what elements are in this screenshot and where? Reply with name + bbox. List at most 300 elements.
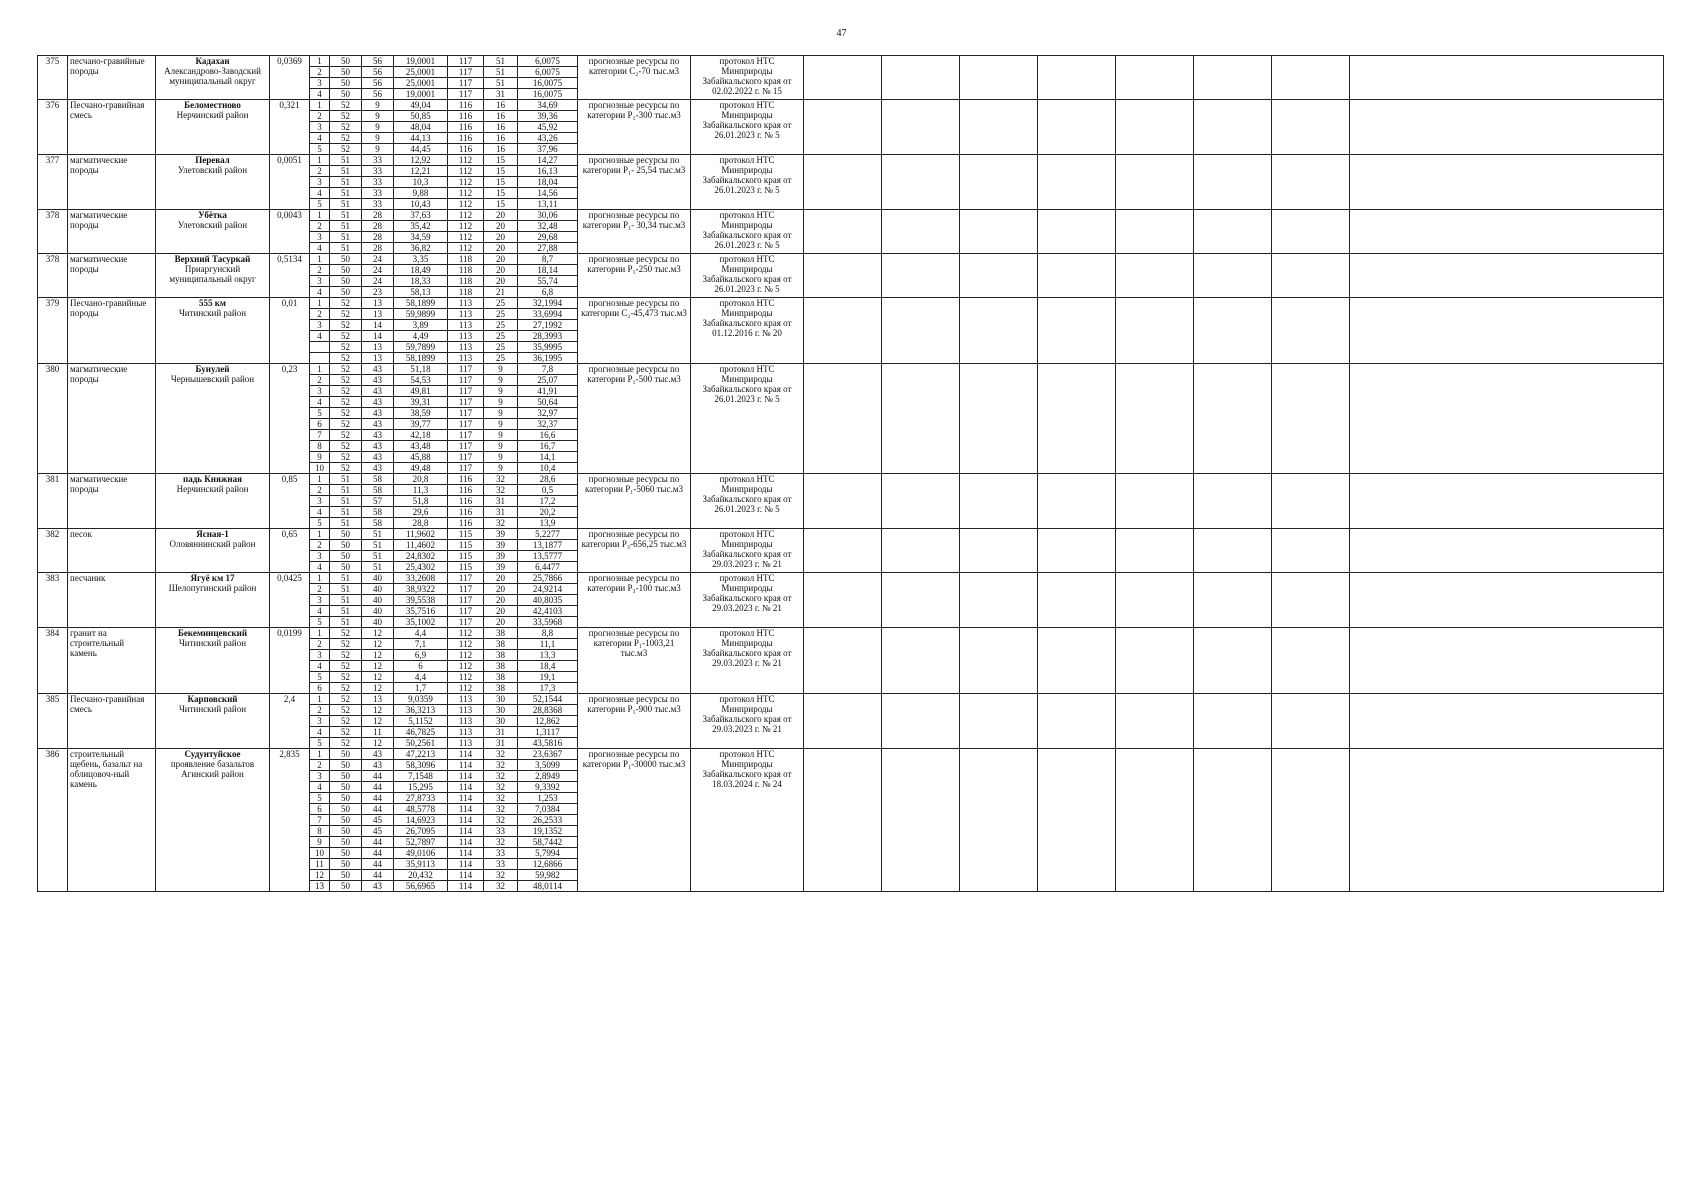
- lon-seconds: 7,8: [518, 364, 578, 375]
- lat-degrees: 51: [330, 155, 362, 166]
- lat-minutes: 44: [362, 859, 394, 870]
- lat-minutes: 40: [362, 617, 394, 628]
- lon-seconds: 8,8: [518, 628, 578, 639]
- point-number: 5: [310, 199, 330, 210]
- lat-seconds: 35,42: [394, 221, 448, 232]
- lat-degrees: 52: [330, 100, 362, 111]
- lon-degrees: 117: [448, 386, 484, 397]
- empty-cell: [960, 56, 1038, 100]
- lon-degrees: 116: [448, 496, 484, 507]
- empty-cell: [1116, 529, 1194, 573]
- empty-cell: [1038, 210, 1116, 254]
- lat-degrees: 51: [330, 606, 362, 617]
- lat-seconds: 18,33: [394, 276, 448, 287]
- object-district: Нерчинский район: [176, 484, 249, 494]
- lon-minutes: 31: [484, 496, 518, 507]
- lat-degrees: 50: [330, 276, 362, 287]
- point-number: 5: [310, 518, 330, 529]
- lon-degrees: 112: [448, 221, 484, 232]
- lat-degrees: 51: [330, 507, 362, 518]
- lat-degrees: 51: [330, 232, 362, 243]
- lat-seconds: 38,9322: [394, 584, 448, 595]
- lat-seconds: 29,6: [394, 507, 448, 518]
- lat-minutes: 24: [362, 276, 394, 287]
- point-number: 2: [310, 67, 330, 78]
- mineral-type: магматические породы: [68, 364, 156, 474]
- lat-degrees: 52: [330, 298, 362, 309]
- lon-minutes: 20: [484, 210, 518, 221]
- resources-estimate: прогнозные ресурсы по категории Р₁-250 тыс.м3: [578, 254, 691, 298]
- lat-seconds: 35,9113: [394, 859, 448, 870]
- empty-cell: [1116, 210, 1194, 254]
- lat-seconds: 52,7897: [394, 837, 448, 848]
- point-number: 4: [310, 661, 330, 672]
- empty-cell: [882, 628, 960, 694]
- lon-minutes: 32: [484, 837, 518, 848]
- lon-degrees: 112: [448, 243, 484, 254]
- empty-cell: [1350, 56, 1664, 100]
- lon-seconds: 48,0114: [518, 881, 578, 892]
- lat-minutes: 24: [362, 265, 394, 276]
- empty-cell: [1272, 254, 1350, 298]
- lat-degrees: 50: [330, 749, 362, 760]
- empty-cell: [1194, 56, 1272, 100]
- lat-seconds: 49,04: [394, 100, 448, 111]
- point-number: 4: [310, 188, 330, 199]
- lon-seconds: 28,6: [518, 474, 578, 485]
- lat-seconds: 51,18: [394, 364, 448, 375]
- empty-cell: [1038, 474, 1116, 529]
- lon-degrees: 117: [448, 584, 484, 595]
- object-district: Читинский район: [178, 638, 247, 648]
- empty-cell: [882, 254, 960, 298]
- lon-degrees: 117: [448, 67, 484, 78]
- lat-seconds: 11,9602: [394, 529, 448, 540]
- lon-degrees: 114: [448, 804, 484, 815]
- table-row: [38, 254, 1664, 265]
- lon-minutes: 31: [484, 727, 518, 738]
- lon-seconds: 17,2: [518, 496, 578, 507]
- lon-seconds: 32,48: [518, 221, 578, 232]
- lon-minutes: 20: [484, 276, 518, 287]
- lon-seconds: 17,3: [518, 683, 578, 694]
- lon-seconds: 45,92: [518, 122, 578, 133]
- mineral-type: песчано-гравийные породы: [68, 56, 156, 100]
- lon-minutes: 20: [484, 232, 518, 243]
- lon-minutes: 9: [484, 463, 518, 474]
- lat-seconds: 43,48: [394, 441, 448, 452]
- empty-cell: [882, 694, 960, 749]
- lat-degrees: 50: [330, 265, 362, 276]
- lon-degrees: 114: [448, 848, 484, 859]
- lon-degrees: 117: [448, 452, 484, 463]
- lat-minutes: 56: [362, 67, 394, 78]
- empty-cell: [1272, 749, 1350, 892]
- lat-degrees: 51: [330, 199, 362, 210]
- object-name: [156, 56, 270, 100]
- object-number: 378: [38, 210, 68, 254]
- object-district: Читинский район: [178, 704, 247, 714]
- empty-cell: [1038, 694, 1116, 749]
- lat-minutes: 12: [362, 628, 394, 639]
- lat-minutes: 33: [362, 166, 394, 177]
- point-number: 3: [310, 771, 330, 782]
- lon-degrees: 112: [448, 661, 484, 672]
- lat-minutes: 28: [362, 232, 394, 243]
- lon-seconds: 13,3: [518, 650, 578, 661]
- protocol-reference: протокол НТС Минприроды Забайкальского края от 26.01.2023 г. № 5: [691, 210, 804, 254]
- lon-minutes: 9: [484, 364, 518, 375]
- protocol-reference: протокол НТС Минприроды Забайкальского края от 26.01.2023 г. № 5: [691, 474, 804, 529]
- lat-minutes: 44: [362, 782, 394, 793]
- empty-cell: [1116, 694, 1194, 749]
- lat-seconds: 48,04: [394, 122, 448, 133]
- point-number: 5: [310, 672, 330, 683]
- lon-seconds: 14,56: [518, 188, 578, 199]
- empty-cell: [882, 474, 960, 529]
- lat-seconds: 4,49: [394, 331, 448, 342]
- table-row: [38, 694, 1664, 705]
- lon-minutes: 9: [484, 408, 518, 419]
- point-number: 2: [310, 540, 330, 551]
- lat-minutes: 12: [362, 705, 394, 716]
- resources-estimate: прогнозные ресурсы по категории Р₁-500 тыс.м3: [578, 364, 691, 474]
- lon-seconds: 10,4: [518, 463, 578, 474]
- point-number: 7: [310, 815, 330, 826]
- empty-cell: [804, 100, 882, 155]
- lat-seconds: 58,1899: [394, 298, 448, 309]
- empty-cell: [1116, 155, 1194, 210]
- object-title: Убётка: [198, 210, 227, 220]
- lat-minutes: 51: [362, 529, 394, 540]
- point-number: 3: [310, 122, 330, 133]
- lat-degrees: 52: [330, 727, 362, 738]
- deposits-registry-table: [37, 55, 1664, 892]
- table-row: [38, 210, 1664, 221]
- lon-minutes: 33: [484, 826, 518, 837]
- empty-cell: [1038, 56, 1116, 100]
- lat-seconds: 47,2213: [394, 749, 448, 760]
- object-number: 378: [38, 254, 68, 298]
- lon-seconds: 18,14: [518, 265, 578, 276]
- lon-degrees: 117: [448, 56, 484, 67]
- lat-minutes: 12: [362, 738, 394, 749]
- object-number: 375: [38, 56, 68, 100]
- lon-minutes: 21: [484, 287, 518, 298]
- lon-degrees: 113: [448, 331, 484, 342]
- point-number: 2: [310, 221, 330, 232]
- point-number: 3: [310, 595, 330, 606]
- protocol-reference: протокол НТС Минприроды Забайкальского края от 26.01.2023 г. № 5: [691, 254, 804, 298]
- lat-minutes: 57: [362, 496, 394, 507]
- lat-degrees: 50: [330, 529, 362, 540]
- lon-degrees: 113: [448, 727, 484, 738]
- object-area: 0,85: [270, 474, 310, 529]
- point-number: 13: [310, 881, 330, 892]
- lat-minutes: 56: [362, 56, 394, 67]
- lat-minutes: 9: [362, 100, 394, 111]
- object-area: 0,0425: [270, 573, 310, 628]
- lat-seconds: 46,7825: [394, 727, 448, 738]
- lon-degrees: 116: [448, 111, 484, 122]
- object-area: 0,65: [270, 529, 310, 573]
- object-name: [156, 573, 270, 628]
- resources-estimate: прогнозные ресурсы по категории Р₁-300 тыс.м3: [578, 100, 691, 155]
- object-name: [156, 155, 270, 210]
- point-number: 5: [310, 408, 330, 419]
- mineral-type: Песчано-гравийная смесь: [68, 694, 156, 749]
- lon-seconds: 9,3392: [518, 782, 578, 793]
- lon-minutes: 15: [484, 177, 518, 188]
- lon-seconds: 18,04: [518, 177, 578, 188]
- lon-seconds: 27,1992: [518, 320, 578, 331]
- empty-cell: [1194, 364, 1272, 474]
- lat-degrees: 52: [330, 441, 362, 452]
- lon-degrees: 117: [448, 89, 484, 100]
- point-number: 1: [310, 155, 330, 166]
- lon-minutes: 15: [484, 188, 518, 199]
- point-number: 2: [310, 639, 330, 650]
- lon-seconds: 42,4103: [518, 606, 578, 617]
- point-number: 1: [310, 749, 330, 760]
- lat-seconds: 12,21: [394, 166, 448, 177]
- lon-seconds: 16,0075: [518, 89, 578, 100]
- object-name: [156, 254, 270, 298]
- lat-seconds: 58,3096: [394, 760, 448, 771]
- lon-minutes: 9: [484, 430, 518, 441]
- lon-minutes: 9: [484, 397, 518, 408]
- lon-seconds: 5,7994: [518, 848, 578, 859]
- protocol-reference: протокол НТС Минприроды Забайкальского края от 29.03.2023 г. № 21: [691, 694, 804, 749]
- lon-minutes: 16: [484, 144, 518, 155]
- empty-cell: [804, 364, 882, 474]
- lon-minutes: 32: [484, 749, 518, 760]
- empty-cell: [1116, 254, 1194, 298]
- lon-degrees: 112: [448, 672, 484, 683]
- lon-degrees: 117: [448, 573, 484, 584]
- lat-minutes: 13: [362, 694, 394, 705]
- object-title: 555 км: [198, 298, 227, 308]
- lon-seconds: 25,7866: [518, 573, 578, 584]
- lat-minutes: 43: [362, 452, 394, 463]
- empty-cell: [804, 210, 882, 254]
- object-district: Нерчинский район: [176, 110, 249, 120]
- empty-cell: [1194, 694, 1272, 749]
- lon-degrees: 117: [448, 375, 484, 386]
- lat-minutes: 40: [362, 584, 394, 595]
- empty-cell: [960, 573, 1038, 628]
- lon-seconds: 16,7: [518, 441, 578, 452]
- empty-cell: [804, 529, 882, 573]
- lon-seconds: 37,96: [518, 144, 578, 155]
- table-row: [38, 474, 1664, 485]
- lat-minutes: 40: [362, 606, 394, 617]
- object-number: 377: [38, 155, 68, 210]
- lon-seconds: 36,1995: [518, 353, 578, 364]
- lat-minutes: 43: [362, 419, 394, 430]
- lon-seconds: 29,68: [518, 232, 578, 243]
- lon-degrees: 118: [448, 287, 484, 298]
- empty-cell: [882, 573, 960, 628]
- point-number: 4: [310, 243, 330, 254]
- lat-seconds: 9,0359: [394, 694, 448, 705]
- lon-degrees: 112: [448, 683, 484, 694]
- lon-seconds: 16,13: [518, 166, 578, 177]
- point-number: 4: [310, 782, 330, 793]
- object-area: 0,01: [270, 298, 310, 364]
- protocol-reference: протокол НТС Минприроды Забайкальского края от 26.01.2023 г. № 5: [691, 155, 804, 210]
- lat-minutes: 11: [362, 727, 394, 738]
- lat-minutes: 56: [362, 78, 394, 89]
- lon-degrees: 114: [448, 760, 484, 771]
- lon-minutes: 39: [484, 562, 518, 573]
- lat-minutes: 33: [362, 188, 394, 199]
- empty-cell: [960, 529, 1038, 573]
- lat-degrees: 52: [330, 397, 362, 408]
- point-number: 3: [310, 716, 330, 727]
- point-number: 1: [310, 100, 330, 111]
- lat-degrees: 51: [330, 595, 362, 606]
- lon-minutes: 32: [484, 881, 518, 892]
- lat-degrees: 50: [330, 254, 362, 265]
- lon-seconds: 24,9214: [518, 584, 578, 595]
- object-title: Ягуё км 17: [190, 573, 235, 583]
- empty-cell: [1038, 254, 1116, 298]
- point-number: 4: [310, 397, 330, 408]
- lon-seconds: 19,1: [518, 672, 578, 683]
- object-area: 0,0051: [270, 155, 310, 210]
- lat-minutes: 28: [362, 243, 394, 254]
- lon-minutes: 32: [484, 485, 518, 496]
- lat-seconds: 27,8733: [394, 793, 448, 804]
- point-number: 2: [310, 265, 330, 276]
- empty-cell: [1038, 573, 1116, 628]
- empty-cell: [1038, 298, 1116, 364]
- protocol-reference: протокол НТС Минприроды Забайкальского края от 02.02.2022 г. № 15: [691, 56, 804, 100]
- empty-cell: [1038, 628, 1116, 694]
- lat-seconds: 14,6923: [394, 815, 448, 826]
- object-district: Александрово-Заводский муниципальный округ: [164, 66, 261, 86]
- resources-estimate: прогнозные ресурсы по категории Р₁-30000 тыс.м3: [578, 749, 691, 892]
- lat-minutes: 43: [362, 386, 394, 397]
- lat-degrees: 52: [330, 694, 362, 705]
- lat-degrees: 50: [330, 782, 362, 793]
- lat-seconds: 36,82: [394, 243, 448, 254]
- lat-minutes: 13: [362, 309, 394, 320]
- lat-seconds: 58,13: [394, 287, 448, 298]
- lat-seconds: 49,0106: [394, 848, 448, 859]
- lon-seconds: 6,4477: [518, 562, 578, 573]
- empty-cell: [1038, 155, 1116, 210]
- lat-degrees: 51: [330, 243, 362, 254]
- lat-degrees: 51: [330, 518, 362, 529]
- lon-seconds: 0,5: [518, 485, 578, 496]
- point-number: 10: [310, 848, 330, 859]
- lat-seconds: 59,7899: [394, 342, 448, 353]
- lat-degrees: 50: [330, 78, 362, 89]
- table-row: [38, 155, 1664, 166]
- lon-minutes: 51: [484, 78, 518, 89]
- lat-seconds: 11,3: [394, 485, 448, 496]
- lat-seconds: 37,63: [394, 210, 448, 221]
- lon-seconds: 35,9995: [518, 342, 578, 353]
- lon-seconds: 25,07: [518, 375, 578, 386]
- empty-cell: [1350, 573, 1664, 628]
- empty-cell: [882, 155, 960, 210]
- lon-seconds: 16,0075: [518, 78, 578, 89]
- empty-cell: [1194, 529, 1272, 573]
- empty-cell: [1038, 749, 1116, 892]
- lat-seconds: 3,89: [394, 320, 448, 331]
- lon-seconds: 5,2277: [518, 529, 578, 540]
- empty-cell: [1272, 628, 1350, 694]
- lat-degrees: 52: [330, 386, 362, 397]
- lat-minutes: 44: [362, 804, 394, 815]
- object-name: [156, 364, 270, 474]
- object-name: [156, 474, 270, 529]
- lat-degrees: 52: [330, 430, 362, 441]
- lat-minutes: 44: [362, 837, 394, 848]
- lat-seconds: 49,81: [394, 386, 448, 397]
- lon-minutes: 38: [484, 639, 518, 650]
- empty-cell: [804, 474, 882, 529]
- point-number: 3: [310, 551, 330, 562]
- lon-degrees: 116: [448, 518, 484, 529]
- resources-estimate: прогнозные ресурсы по категории С₂-70 тыс.м3: [578, 56, 691, 100]
- point-number: 12: [310, 870, 330, 881]
- lon-degrees: 117: [448, 430, 484, 441]
- lat-seconds: 12,92: [394, 155, 448, 166]
- lat-seconds: 4,4: [394, 628, 448, 639]
- mineral-type: магматические породы: [68, 254, 156, 298]
- lon-seconds: 1,253: [518, 793, 578, 804]
- lon-degrees: 112: [448, 628, 484, 639]
- object-number: 383: [38, 573, 68, 628]
- empty-cell: [804, 56, 882, 100]
- lat-minutes: 43: [362, 408, 394, 419]
- empty-cell: [1116, 298, 1194, 364]
- object-title: Бунулей: [195, 364, 230, 374]
- lon-seconds: 6,8: [518, 287, 578, 298]
- lat-minutes: 43: [362, 375, 394, 386]
- table-row: [38, 628, 1664, 639]
- lat-seconds: 56,6965: [394, 881, 448, 892]
- point-number: 1: [310, 210, 330, 221]
- lat-seconds: 36,3213: [394, 705, 448, 716]
- object-title: Судунтуйское: [184, 749, 241, 759]
- empty-cell: [804, 749, 882, 892]
- lat-seconds: 10,3: [394, 177, 448, 188]
- lat-degrees: 51: [330, 496, 362, 507]
- point-number: 1: [310, 474, 330, 485]
- lat-minutes: 9: [362, 133, 394, 144]
- lon-seconds: 58,7442: [518, 837, 578, 848]
- point-number: 1: [310, 573, 330, 584]
- object-title: Беломестново: [184, 100, 241, 110]
- lon-degrees: 113: [448, 320, 484, 331]
- empty-cell: [1272, 100, 1350, 155]
- protocol-reference: протокол НТС Минприроды Забайкальского края от 01.12.2016 г. № 20: [691, 298, 804, 364]
- lat-seconds: 28,8: [394, 518, 448, 529]
- lon-minutes: 16: [484, 133, 518, 144]
- lon-degrees: 114: [448, 826, 484, 837]
- lat-degrees: 52: [330, 716, 362, 727]
- lat-degrees: 50: [330, 89, 362, 100]
- object-name: [156, 749, 270, 892]
- empty-cell: [804, 298, 882, 364]
- object-district: Оловяннинский район: [169, 539, 256, 549]
- lon-minutes: 30: [484, 705, 518, 716]
